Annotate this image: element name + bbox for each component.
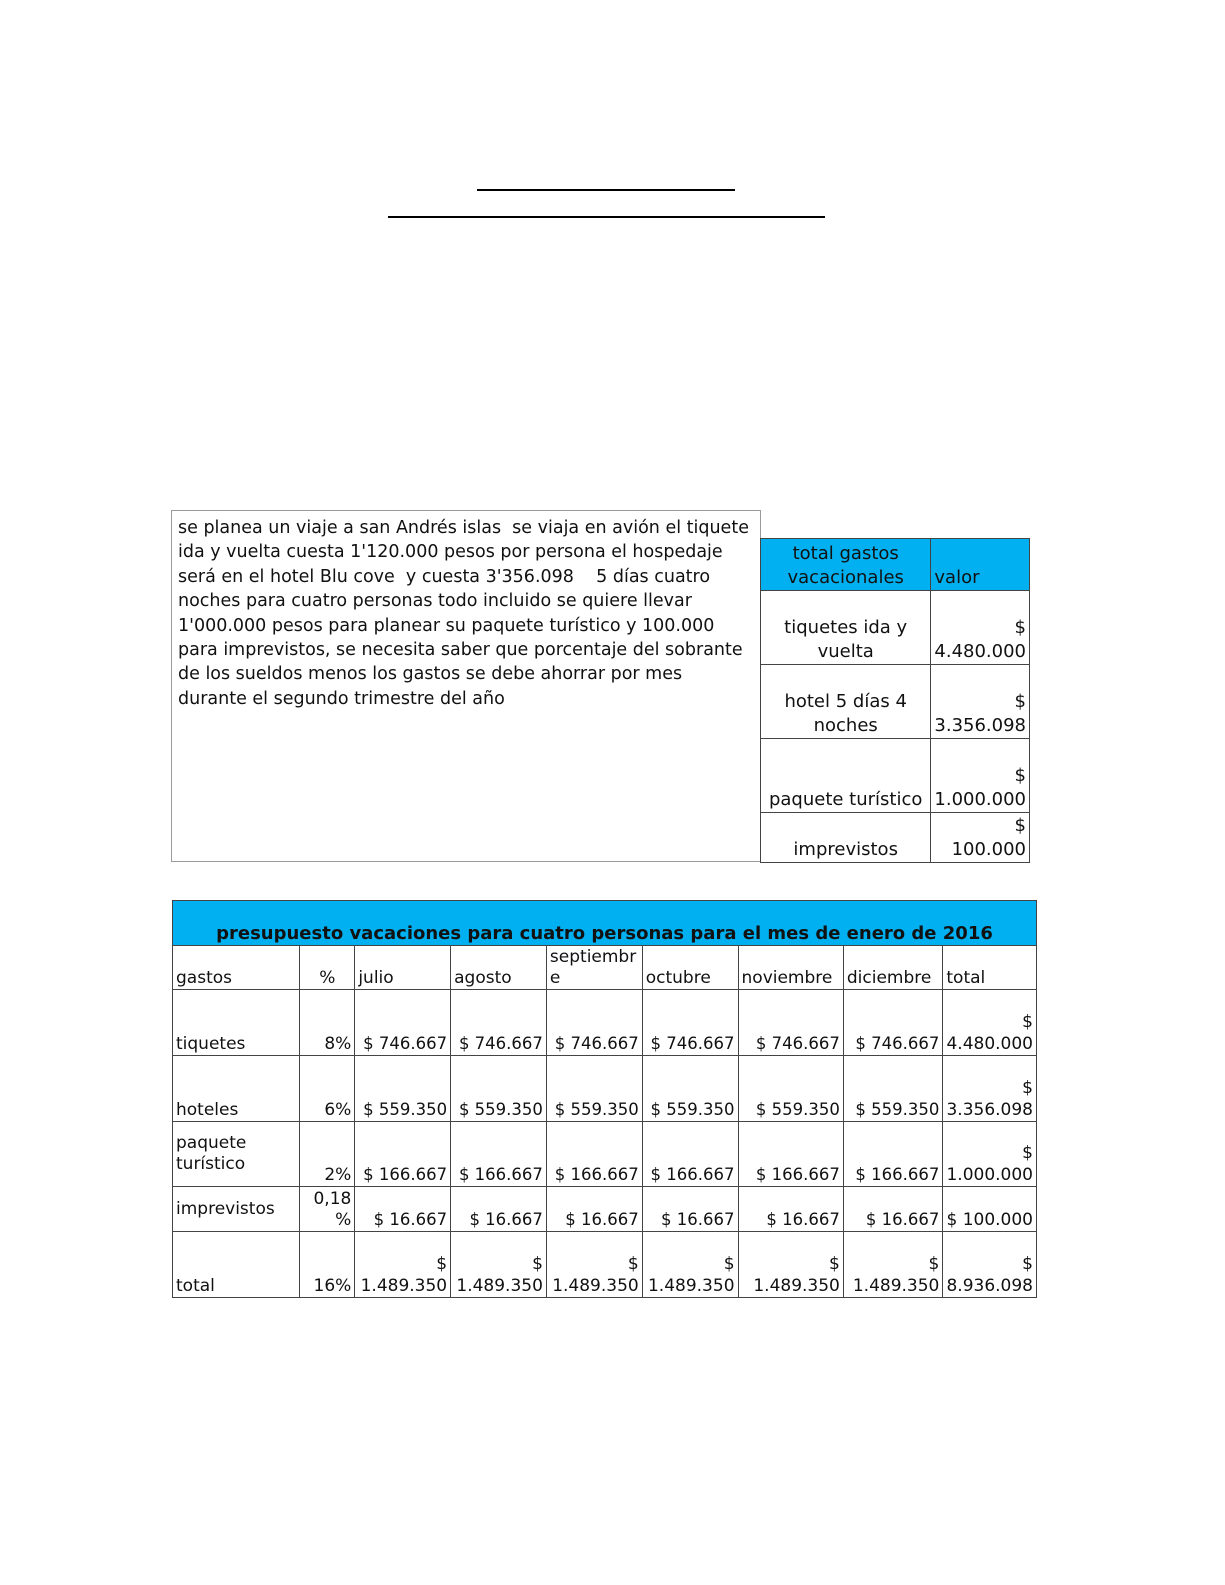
budget-cell-diciembre: $ 16.667 [843, 1187, 943, 1232]
budget-cell-noviembre: $ 16.667 [738, 1187, 843, 1232]
amount: 3.356.098 [946, 1100, 1033, 1120]
budget-cell-julio [355, 1232, 451, 1298]
budget-cell-septiembre [546, 1232, 642, 1298]
budget-header-month: julio [355, 946, 451, 990]
amount: 1.489.350 [360, 1276, 448, 1296]
budget-cell-septiembre: $ 559.350 [546, 1056, 642, 1122]
currency-symbol: $ [946, 1210, 958, 1230]
budget-cell-octubre: $ 559.350 [642, 1056, 738, 1122]
budget-cell-diciembre [843, 1232, 943, 1298]
budget-row-concept: tiquetes [173, 990, 300, 1056]
currency-symbol: $ [1014, 617, 1026, 638]
amount: 3.356.098 [934, 715, 1026, 736]
budget-table [172, 900, 1037, 1298]
expenses-table [760, 538, 1030, 863]
budget-cell-total [943, 1187, 1037, 1232]
budget-cell-agosto: $ 166.667 [451, 1122, 547, 1187]
currency-symbol: $ [1022, 1143, 1033, 1163]
amount: 8.936.098 [946, 1276, 1033, 1296]
budget-cell-septiembre: $ 16.667 [546, 1187, 642, 1232]
budget-cell-septiembre: $ 746.667 [546, 990, 642, 1056]
budget-row-concept: total [173, 1232, 300, 1298]
currency-symbol: $ [1014, 765, 1026, 786]
currency-symbol: $ [1022, 1078, 1033, 1098]
budget-cell-octubre: $ 746.667 [642, 990, 738, 1056]
budget-cell-agosto: $ 746.667 [451, 990, 547, 1056]
currency-symbol: $ [1022, 1254, 1033, 1274]
budget-row-pct: 8% [300, 990, 355, 1056]
title-rule-bottom [388, 216, 825, 218]
budget-row-concept: hoteles [173, 1056, 300, 1122]
expenses-header-concept: total gastos vacacionales [761, 539, 931, 591]
budget-title: presupuesto vacaciones para cuatro personas para el mes de enero de 2016 [173, 901, 1037, 946]
expenses-row-value [931, 665, 1030, 739]
amount: 1.000.000 [934, 789, 1026, 810]
budget-row-pct: 16% [300, 1232, 355, 1298]
budget-row-pct: 0,18 % [300, 1187, 355, 1232]
budget-header-pct: % [300, 946, 355, 990]
amount: 100.000 [951, 839, 1026, 860]
budget-cell-julio: $ 746.667 [355, 990, 451, 1056]
expenses-row-concept: imprevistos [761, 813, 931, 863]
title-rule-top [477, 189, 735, 191]
currency-symbol: $ [829, 1254, 840, 1274]
amount: 1.489.350 [552, 1276, 639, 1296]
amount: 1.489.350 [852, 1276, 940, 1296]
budget-cell-total [943, 1232, 1037, 1298]
budget-cell-noviembre: $ 746.667 [738, 990, 843, 1056]
expenses-row-concept: tiquetes ida y vuelta [761, 591, 931, 665]
budget-row-pct: 6% [300, 1056, 355, 1122]
currency-symbol: $ [1014, 815, 1026, 836]
budget-cell-agosto: $ 16.667 [451, 1187, 547, 1232]
expenses-row-value [931, 591, 1030, 665]
amount: 1.000.000 [946, 1165, 1033, 1185]
amount: 100.000 [962, 1210, 1033, 1230]
budget-cell-noviembre [738, 1232, 843, 1298]
budget-cell-total [943, 1122, 1037, 1187]
currency-symbol: $ [532, 1254, 543, 1274]
budget-cell-octubre: $ 16.667 [642, 1187, 738, 1232]
budget-cell-diciembre: $ 746.667 [843, 990, 943, 1056]
budget-header-month: septiembre [546, 946, 642, 990]
budget-header-month: noviembre [738, 946, 843, 990]
budget-header-concept: gastos [173, 946, 300, 990]
problem-statement-box [171, 510, 761, 862]
amount: 1.489.350 [456, 1276, 543, 1296]
budget-cell-total [943, 1056, 1037, 1122]
currency-symbol: $ [1022, 1012, 1033, 1032]
budget-header-month: octubre [642, 946, 738, 990]
budget-cell-agosto: $ 559.350 [451, 1056, 547, 1122]
budget-cell-total [943, 990, 1037, 1056]
budget-cell-julio: $ 559.350 [355, 1056, 451, 1122]
budget-cell-diciembre: $ 166.667 [843, 1122, 943, 1187]
currency-symbol: $ [928, 1254, 940, 1274]
budget-row-concept: paquete turístico [173, 1122, 300, 1187]
currency-symbol: $ [723, 1254, 735, 1274]
amount: 4.480.000 [946, 1034, 1033, 1054]
currency-symbol: $ [436, 1254, 448, 1274]
amount: 4.480.000 [934, 641, 1026, 662]
budget-row-concept: imprevistos [173, 1187, 300, 1232]
budget-header-month: diciembre [843, 946, 943, 990]
currency-symbol: $ [1014, 691, 1026, 712]
expenses-row-concept: paquete turístico [761, 739, 931, 813]
budget-cell-julio: $ 166.667 [355, 1122, 451, 1187]
budget-cell-julio: $ 16.667 [355, 1187, 451, 1232]
amount: 1.489.350 [753, 1276, 840, 1296]
budget-cell-octubre [642, 1232, 738, 1298]
budget-cell-octubre: $ 166.667 [642, 1122, 738, 1187]
expenses-header-value: valor [931, 539, 1030, 591]
budget-header-total: total [943, 946, 1037, 990]
expenses-row-value [931, 739, 1030, 813]
currency-symbol: $ [627, 1254, 639, 1274]
budget-cell-noviembre: $ 559.350 [738, 1056, 843, 1122]
budget-header-month: agosto [451, 946, 547, 990]
budget-cell-septiembre: $ 166.667 [546, 1122, 642, 1187]
budget-cell-agosto [451, 1232, 547, 1298]
budget-cell-noviembre: $ 166.667 [738, 1122, 843, 1187]
amount: 1.489.350 [647, 1276, 735, 1296]
budget-row-pct: 2% [300, 1122, 355, 1187]
problem-statement-text: se planea un viaje a san Andrés islas se viaja en avión el tiquete ida y vuelta cuesta 1'120.000 pesos por persona el hospedaje será en el hotel Blu cove y cuesta 3'356.098 5 días cuatro noches para cuatro personas todo incluido se quiere llevar 1'000.000 pesos para planear su paquete turístico y 100.000 para imprevistos, se necesita saber que porcentaje del sobrante de los sueldos menos los gastos se debe ahorrar por mes durante el segundo trimestre del año [178, 518, 755, 709]
expenses-row-value [931, 813, 1030, 863]
expenses-row-concept: hotel 5 días 4 noches [761, 665, 931, 739]
budget-cell-diciembre: $ 559.350 [843, 1056, 943, 1122]
